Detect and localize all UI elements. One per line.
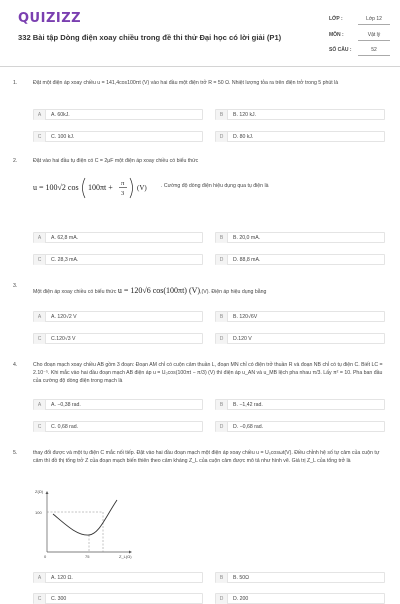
option-letter: A (34, 573, 46, 583)
question-text: Cho đoạn mạch xoay chiều AB gồm 3 đoạn: Đoạn AM chỉ có cuộn cảm thuần L, đoạn MN chỉ có điện trở thuần R và đoạn NB chỉ có tụ điện C. Biết LC = 2.10⁻⁵. Khi mắc vào hai đầu đoạn mạch AB điện áp u = U₀cos(100πt − π/3) (V) thì điện áp u_AN và u_MB lệch pha nhau π/3. Lấy π² = 10. Pha ban đầu của cường độ dòng điện trong mạch là (33, 362, 383, 384)
option-text: D. 80 kJ. (233, 134, 254, 140)
question-number: 5. (13, 450, 18, 456)
option-text: C. 28,3 mA. (51, 257, 79, 263)
answer-option-c[interactable] (33, 333, 203, 344)
header-divider (0, 66, 400, 67)
option-text: C. 300 (51, 596, 67, 602)
answer-option-b[interactable] (215, 572, 385, 583)
answer-option-d[interactable] (215, 593, 385, 604)
class-value: Lớp 12 (366, 16, 382, 22)
question-number: 1. (13, 80, 18, 86)
option-text: D. 88,8 mA. (233, 257, 261, 263)
answer-option-c[interactable] (33, 254, 203, 265)
option-letter: D (216, 594, 228, 604)
option-letter: C (34, 422, 46, 432)
answer-option-b[interactable] (215, 399, 385, 410)
count-value: 52 (371, 47, 377, 53)
answer-option-c[interactable] (33, 131, 203, 142)
option-letter: A (34, 400, 46, 410)
option-letter: D (216, 132, 228, 142)
quizizz-logo: QUIZIZZ (18, 11, 82, 26)
formula-numerator: π (121, 180, 125, 187)
y-axis-arrow (46, 491, 49, 494)
answer-option-d[interactable] (215, 254, 385, 265)
option-text: B. 120 kJ. (233, 112, 257, 118)
option-text: D. 200 (233, 596, 249, 602)
option-letter: A (34, 110, 46, 120)
question-text: Đặt một điện áp xoay chiều u = 141,4cos100πt (V) vào hai đầu một điện trở R = 50 Ω. Nhiệt lượng tỏa ra trên điện trở trong 5 phút là (33, 80, 339, 86)
impedance-curve (53, 500, 117, 535)
answer-option-d[interactable] (215, 131, 385, 142)
answer-option-b[interactable] (215, 311, 385, 322)
formula-arg: 100πt + (88, 183, 113, 192)
option-text: C. 0,68 rad. (51, 424, 79, 430)
option-text: A. 62,8 mA. (51, 235, 79, 241)
option-text: A. −0,38 rad. (51, 402, 81, 408)
question-number: 3. (13, 283, 18, 289)
subject-label: MÔN : (329, 32, 344, 38)
impedance-graph (33, 490, 133, 562)
option-letter: A (34, 312, 46, 322)
option-text: A. 60kJ. (51, 112, 70, 118)
y-tick-label: 100 (35, 510, 42, 515)
formula-unit: (V) (137, 184, 147, 192)
option-text: B. −1,42 rad. (233, 402, 263, 408)
option-text: B. 20,0 mA. (233, 235, 261, 241)
question-number: 4. (13, 362, 18, 368)
formula-graphic (33, 175, 161, 201)
x-tick-origin: 0 (44, 554, 47, 559)
x-axis-label: Z_L(Ω) (119, 554, 132, 559)
option-letter: B (216, 573, 228, 583)
answer-option-a[interactable] (33, 232, 203, 243)
option-letter: C (34, 255, 46, 265)
document-title: 332 Bài tập Dòng điện xoay chiều trong đề thi thử Đại học có lời giải (P1) (18, 33, 282, 42)
option-letter: C (34, 334, 46, 344)
question-text (33, 287, 388, 297)
inline-formula: u = 120√6 cos(100πt) (V) (117, 286, 201, 295)
option-letter: B (216, 400, 228, 410)
option-text: B. 50Ω (233, 575, 249, 581)
page-header (0, 0, 400, 62)
option-letter: C (34, 132, 46, 142)
answer-option-b[interactable] (215, 109, 385, 120)
formula-lhs: u = 100√2 cos (33, 183, 79, 192)
subject-underline (358, 40, 390, 41)
answer-option-b[interactable] (215, 232, 385, 243)
option-text: A. 120√2 V (51, 314, 77, 320)
question-text-post: ,(V). Điện áp hiệu dụng bằng (200, 289, 267, 295)
option-letter: B (216, 312, 228, 322)
question-text: Đặt vào hai đầu tụ điện có C = 2μF một điện áp xoay chiều có biểu thức (33, 158, 199, 164)
answer-option-d[interactable] (215, 333, 385, 344)
option-text: A. 120 Ω. (51, 575, 73, 581)
option-text: D.120 V (233, 336, 252, 342)
answer-option-d[interactable] (215, 421, 385, 432)
answer-option-a[interactable] (33, 572, 203, 583)
option-letter: D (216, 422, 228, 432)
option-letter: C (34, 594, 46, 604)
class-label: LỚP : (329, 16, 343, 22)
question-number: 2. (13, 158, 18, 164)
class-underline (358, 24, 390, 25)
count-underline (358, 55, 390, 56)
answer-option-c[interactable] (33, 593, 203, 604)
option-letter: B (216, 233, 228, 243)
option-letter: A (34, 233, 46, 243)
formula-denominator: 3 (121, 190, 125, 197)
x-tick-label: 75 (85, 554, 90, 559)
option-letter: D (216, 255, 228, 265)
option-letter: D (216, 334, 228, 344)
answer-option-a[interactable] (33, 311, 203, 322)
count-label: SỐ CÂU : (329, 47, 352, 53)
subject-value: Vật lý (367, 32, 381, 38)
option-text: C.120√3 V (51, 336, 76, 342)
option-text: C. 100 kJ. (51, 134, 75, 140)
formula-continuation: . Cường độ dòng điện hiệu dụng qua tụ điện là (161, 183, 269, 189)
question-text-pre: Một điện áp xoay chiều có biểu thức (33, 289, 117, 295)
question-text: thay đổi được và một tụ điện C mắc nối tiếp. Đặt vào hai đầu đoạn mạch một điện áp xoay chiều u = U₀cosωt(V). Điều chỉnh hệ số tự cảm của cuộn tự cảm thì đồ thị tổng trở Z của đoạn mạch biến thiên theo cảm kháng Z_L của cuộn cảm được mô tả như hình vẽ. Giá trị Z_L của tổng trở là (33, 450, 380, 464)
y-axis-label: Z(Ω) (35, 489, 44, 494)
answer-option-c[interactable] (33, 421, 203, 432)
option-letter: B (216, 110, 228, 120)
option-text: B. 120√6V (233, 314, 258, 320)
option-text: D. −0,68 rad. (233, 424, 264, 430)
answer-option-a[interactable] (33, 399, 203, 410)
answer-option-a[interactable] (33, 109, 203, 120)
